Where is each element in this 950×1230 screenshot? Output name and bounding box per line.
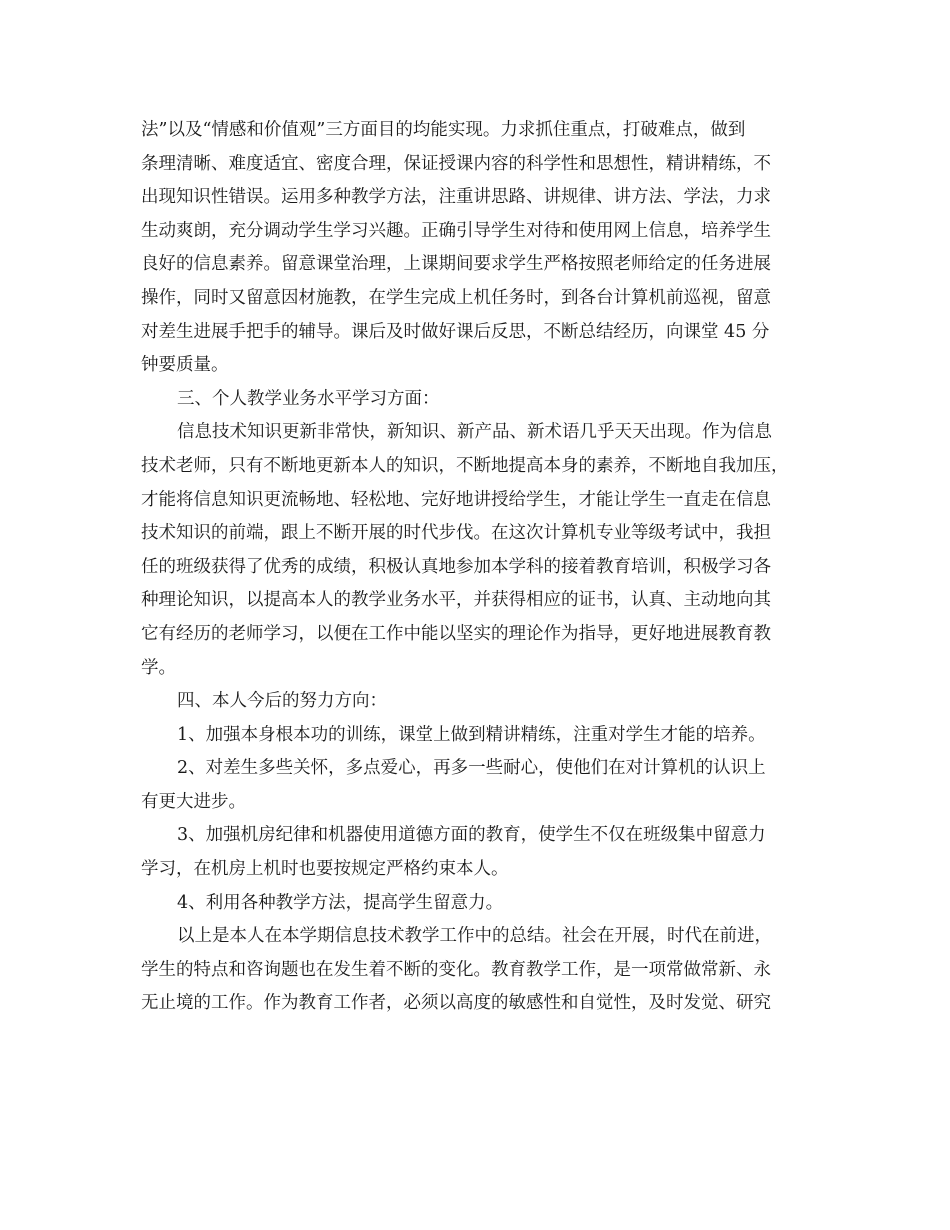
text-line: 技术知识的前端，跟上不断开展的时代步伐。在这次计算机专业等级考试中，我担 <box>141 523 771 544</box>
text-line: 学生的特点和咨询题也在发生着不断的变化。教育教学工作，是一项常做常新、永 <box>141 959 771 980</box>
text-line: 学。 <box>141 657 176 678</box>
text-line: 操作，同时又留意因材施教，在学生完成上机任务时，到各台计算机前巡视，留意 <box>141 287 771 308</box>
text-line: 对差生进展手把手的辅导。课后及时做好课后反思，不断总结经历，向课堂 45 分 <box>141 321 770 342</box>
text-line: 4、利用各种教学方法，提高学生留意力。 <box>177 892 504 913</box>
text-line: 条理清晰、难度适宜、密度合理，保证授课内容的科学性和思想性，精讲精练，不 <box>141 153 771 174</box>
text-line: 钟要质量。 <box>141 355 229 376</box>
text-line: 种理论知识，以提高本人的教学业务水平，并获得相应的证书，认真、主动地向其 <box>141 590 771 611</box>
text-line: 生动爽朗，充分调动学生学习兴趣。正确引导学生对待和使用网上信息，培养学生 <box>141 220 771 241</box>
text-line: 1、加强本身根本功的训练，课堂上做到精讲精练，注重对学生才能的培养。 <box>177 724 766 745</box>
text-line: 学习，在机房上机时也要按规定严格约束本人。 <box>141 859 509 880</box>
document-body <box>141 114 831 1021</box>
text-line: 有更大进步。 <box>141 791 246 812</box>
text-line: 3、加强机房纪律和机器使用道德方面的教育，使学生不仅在班级集中留意力 <box>177 825 766 846</box>
text-line: 四、本人今后的努力方向： <box>177 691 387 712</box>
text-line: 任的班级获得了优秀的成绩，积极认真地参加本学科的接着教育培训，积极学习各 <box>141 556 771 577</box>
text-line: 2、对差生多些关怀，多点爱心，再多一些耐心，使他们在对计算机的认识上 <box>177 758 766 779</box>
text-line: 它有经历的老师学习，以便在工作中能以坚实的理论作为指导，更好地进展教育教 <box>141 623 771 644</box>
text-line: 良好的信息素养。留意课堂治理，上课期间要求学生严格按照老师给定的任务进展 <box>141 254 771 275</box>
text-line: 才能将信息知识更流畅地、轻松地、完好地讲授给学生，才能让学生一直走在信息 <box>141 489 771 510</box>
text-line: 技术老师，只有不断地更新本人的知识，不断地提高本身的素养，不断地自我加压， <box>141 455 789 476</box>
text-line: 无止境的工作。作为教育工作者，必须以高度的敏感性和自觉性，及时发觉、研究 <box>141 993 771 1014</box>
text-line: 信息技术知识更新非常快，新知识、新产品、新术语几乎天天出现。作为信息 <box>177 422 772 443</box>
text-line: 三、个人教学业务水平学习方面： <box>177 388 440 409</box>
text-line: 法”以及“情感和价值观”三方面目的均能实现。力求抓住重点，打破难点，做到 <box>141 120 746 140</box>
text-line: 出现知识性错误。运用多种教学方法，注重讲思路、讲规律、讲方法、学法，力求 <box>141 187 771 208</box>
text-line: 以上是本人在本学期信息技术教学工作中的总结。社会在开展，时代在前进， <box>177 926 772 947</box>
